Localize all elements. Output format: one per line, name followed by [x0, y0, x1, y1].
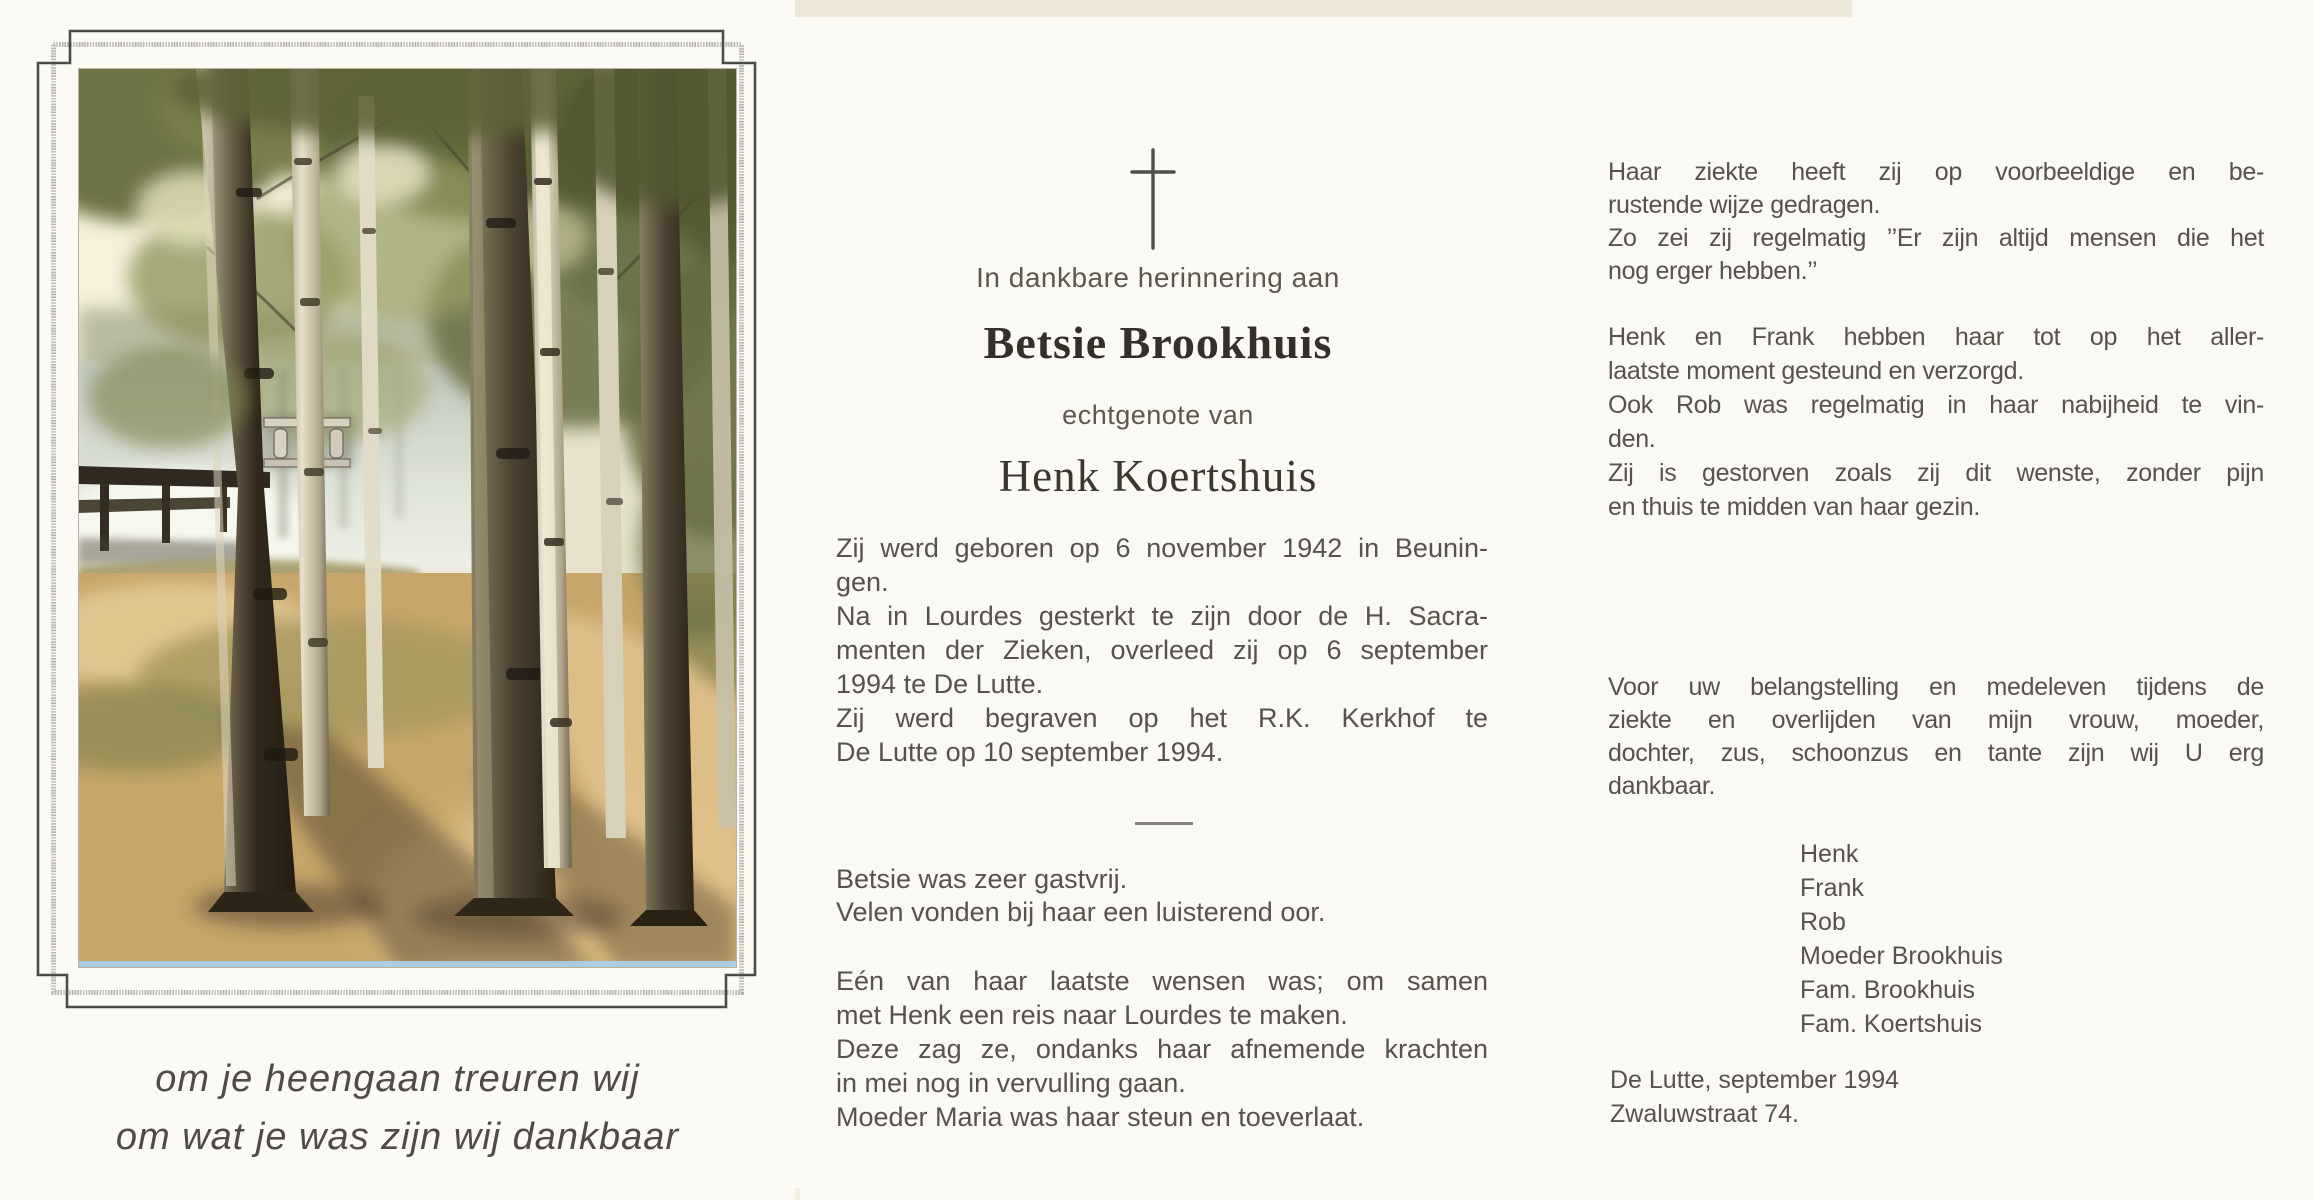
intro-line: In dankbare herinnering aan [976, 262, 1340, 293]
life-paragraph-line: Zij werd begraven op het R.K. Kerkhof te [836, 703, 1488, 733]
care-paragraph-line: den. [1608, 425, 1656, 453]
photo-caption [0, 1050, 795, 1166]
life-paragraph-line: gen. [836, 567, 889, 597]
birch-lakeside-photo-art [78, 68, 737, 968]
wish-paragraph-line: in mei nog in vervulling gaan. [836, 1068, 1186, 1098]
wish-paragraph-line: Eén van haar laatste wensen was; om samen [836, 966, 1488, 996]
signatory-name: Fam. Brookhuis [1800, 976, 1976, 1004]
memory-lines [836, 863, 1488, 929]
care-paragraph-line: Henk en Frank hebben haar tot op het aller- [1608, 323, 2264, 351]
wish-paragraph-line: Deze zag ze, ondanks haar afnemende krachten [836, 1034, 1488, 1064]
wish-paragraph-line: Moeder Maria was haar steun en toeverlaat. [836, 1102, 1365, 1132]
memory-line: Betsie was zeer gastvrij. [836, 864, 1128, 894]
illness-paragraph-line: rustende wijze gedragen. [1608, 191, 1881, 219]
illness-paragraph-line: nog erger hebben.’’ [1608, 257, 1818, 285]
thanks-paragraph-line: Voor uw belangstelling en medeleven tijdens de [1608, 673, 2264, 701]
care-paragraph-line: Zij is gestorven zoals zij dit wenste, zonder pijn [1608, 459, 2264, 487]
care-paragraph-line: Ook Rob was regelmatig in haar nabijheid te vin- [1608, 391, 2264, 419]
caption-line: om wat je was zijn wij dankbaar [115, 1116, 680, 1158]
wish-paragraph [836, 964, 1488, 1134]
care-paragraph-line: en thuis te midden van haar gezin. [1608, 493, 1980, 521]
place-date-line: De Lutte, september 1994 [1610, 1066, 1900, 1094]
address-line: Zwaluwstraat 74. [1610, 1100, 1799, 1128]
illness-paragraph-line: Zo zei zij regelmatig ’’Er zijn altijd mensen die het [1608, 224, 2264, 252]
signatory-name: Moeder Brookhuis [1800, 942, 2003, 970]
signatory-name: Frank [1800, 874, 1864, 902]
signatory-name: Henk [1800, 840, 1859, 868]
life-paragraph-line: Na in Lourdes gesterkt te zijn door de H. Sacra- [836, 601, 1488, 631]
signatory-name: Rob [1800, 908, 1846, 936]
life-paragraph-line: menten der Zieken, overleed zij op 6 september [836, 635, 1488, 665]
wish-paragraph-line: met Henk een reis naar Lourdes te maken. [836, 1000, 1348, 1030]
caption-line: om je heengaan treuren wij [155, 1058, 640, 1100]
birch-lakeside-photo [78, 68, 737, 968]
illness-paragraph-line: Haar ziekte heeft zij op voorbeeldige en be- [1608, 158, 2264, 186]
spouse-name: Henk Koertshuis [998, 451, 1318, 501]
life-paragraph-line: Zij werd geboren op 6 november 1942 in Beunin- [836, 533, 1488, 563]
thanks-paragraph-line: dochter, zus, schoonzus en tante zijn wij U erg [1608, 739, 2264, 767]
section-divider [1135, 822, 1193, 825]
care-paragraph-line: laatste moment gesteund en verzorgd. [1608, 357, 2024, 385]
care-paragraph [1608, 320, 2264, 524]
thanks-paragraph [1608, 671, 2264, 803]
thanks-paragraph-line: ziekte en overlijden van mijn vrouw, moeder, [1608, 706, 2264, 734]
life-paragraph-line: De Lutte op 10 september 1994. [836, 737, 1224, 767]
signatories-list [1800, 837, 2260, 1041]
photo-card-panel [0, 0, 795, 1200]
relation-line: echtgenote van [1062, 400, 1254, 430]
memorial-text-panel [826, 0, 1490, 1200]
cross-icon [1125, 148, 1181, 252]
life-paragraph [836, 531, 1488, 769]
signatory-name: Fam. Koertshuis [1800, 1010, 1983, 1038]
illness-paragraph [1608, 156, 2264, 288]
thanks-paragraph-line: dankbaar. [1608, 772, 1716, 800]
deceased-name: Betsie Brookhuis [983, 317, 1333, 368]
thanks-text-panel [1608, 0, 2268, 1200]
life-paragraph-line: 1994 te De Lutte. [836, 669, 1044, 699]
memory-line: Velen vonden bij haar een luisterend oor. [836, 897, 1326, 927]
